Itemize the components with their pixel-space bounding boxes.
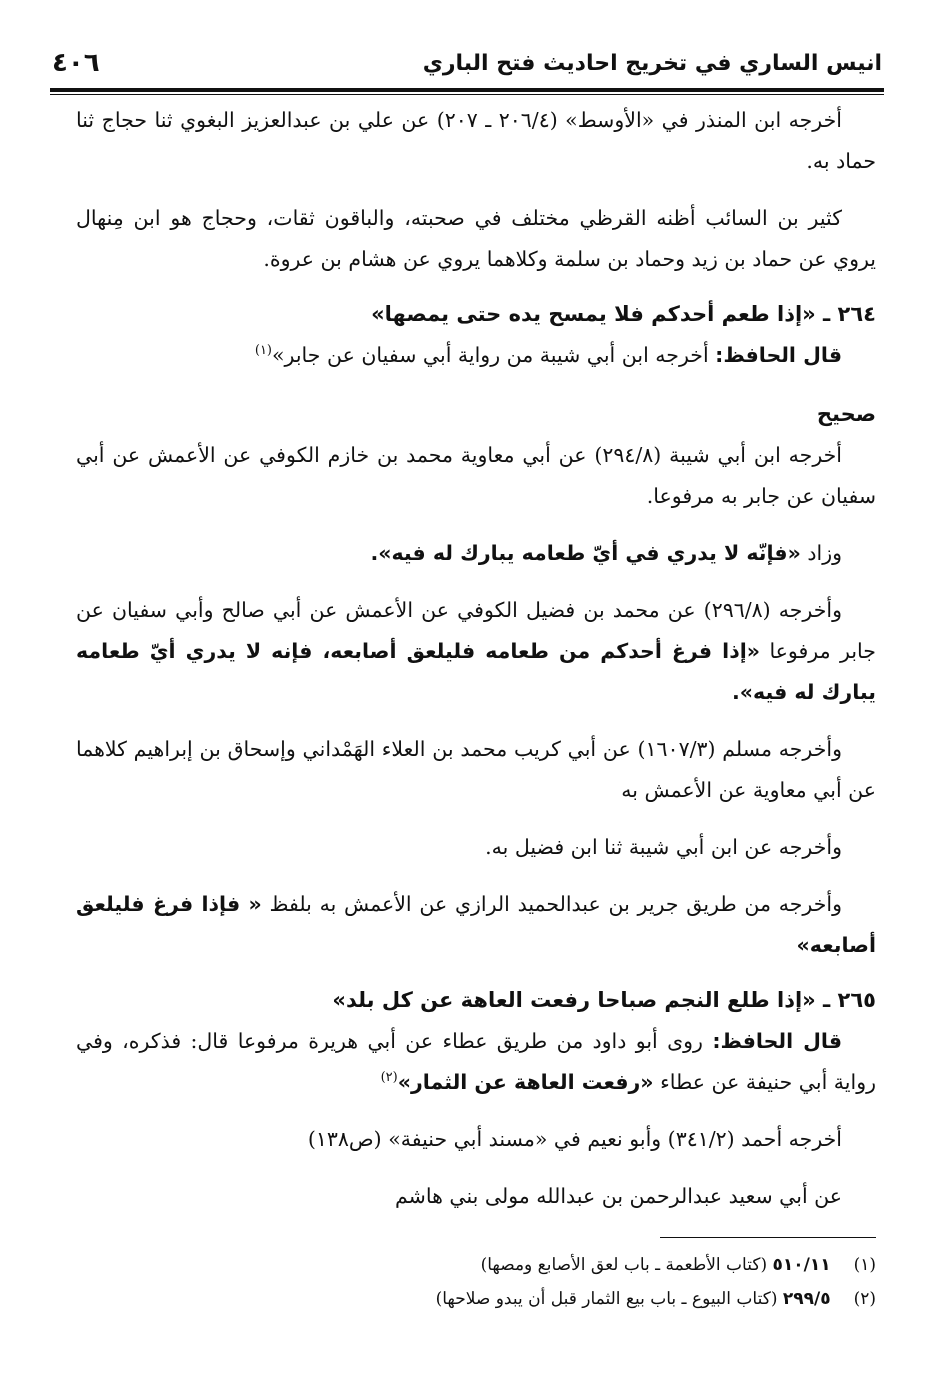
footnote-text: (كتاب البيوع ـ باب بيع الثمار قبل أن يبدو صلاحها) (435, 1289, 778, 1309)
ibn-fudayl-quote: «إذا فرغ أحدكم من طعامه فليلعق أصابعه، فإنه لا يدري أيّ طعامه يبارك له فيه». (76, 639, 876, 704)
footnote-ref-2: (٢) (380, 1070, 398, 1086)
hafiz-label-2: قال الحافظ: (712, 1029, 842, 1053)
grade-label: صحيح (816, 402, 876, 426)
paragraph-muslim: وأخرجه مسلم (١٦٠٧/٣) عن أبي كريب محمد بن العلاء الهَمْداني وإسحاق بن إبراهيم كلاهما عن أبي معاوية عن الأعمش به (76, 737, 876, 802)
jarir-text: وأخرجه من طريق جرير بن عبدالحميد الرازي عن الأعمش به بلفظ (269, 892, 842, 916)
hafiz-statement-265 (76, 1021, 876, 1103)
paragraph-narrator-notes: كثير بن السائب أظنه القرظي مختلف في صحبته، والباقون ثقات، وحجاج هو ابن مِنهال يروي عن حماد بن زيد وحماد بن سلمة وكلاهما يروي عن هشام بن عروة. (76, 206, 876, 271)
paragraph-ibn-abi-shaybah-2: وأخرجه عن ابن أبي شيبة ثنا ابن فضيل به. (485, 835, 842, 859)
paragraph-ibn-fudayl (76, 590, 876, 713)
hafiz-text-2: روى أبو داود من طريق عطاء عن أبي هريرة مرفوعا قال: فذكره، وفي رواية أبي حنيفة عن عطاء (76, 1029, 876, 1094)
paragraph-ziyadah (76, 533, 876, 574)
hafiz-label: قال الحافظ: (715, 343, 842, 367)
ibn-fudayl-text: وأخرجه (٢٩٦/٨) عن محمد بن فضيل الكوفي عن الأعمش عن أبي صالح وأبي سفيان عن جابر مرفوعا (76, 598, 876, 663)
hadith-heading-264: ٢٦٤ ـ «إذا طعم أحدكم فلا يمسح يده حتى يمصها» (371, 302, 876, 326)
hadith-heading-265: ٢٦٥ ـ «إذا طلع النجم صباحا رفعت العاهة عن كل بلد» (332, 988, 876, 1012)
footnote-reference: ٢٩٩/٥ (782, 1289, 831, 1309)
hafiz-text: أخرجه ابن أبي شيبة من رواية أبي سفيان عن جابر» (272, 343, 709, 367)
paragraph-takhrij-ibn-almundhir: أخرجه ابن المنذر في «الأوسط» (٢٠٦/٤ ـ ٢٠٧) عن علي بن عبدالعزيز البغوي ثنا حجاج ثنا حماد به. (76, 108, 876, 173)
footnote-text: (كتاب الأطعمة ـ باب لعق الأصابع ومصها) (480, 1255, 768, 1275)
jarir-quote: « فإذا فرغ فليلعق أصابعه» (76, 892, 876, 957)
footnote-2 (300, 1282, 876, 1316)
paragraph-ibn-abi-shaybah: أخرجه ابن أبي شيبة (٢٩٤/٨) عن أبي معاوية محمد بن خازم الكوفي عن الأعمش عن أبي سفيان عن جابر به مرفوعا. (76, 443, 876, 508)
running-title: انيس الساري في تخريج احاديث فتح الباري (422, 50, 882, 76)
hafiz-statement-264 (76, 335, 876, 376)
paragraph-abu-said: عن أبي سعيد عبدالرحمن بن عبدالله مولى بني هاشم (395, 1184, 842, 1208)
footnote-number: (١) (853, 1255, 876, 1275)
footnote-ref-1: (١) (254, 343, 272, 359)
header-rule (50, 88, 884, 95)
page-header (52, 40, 882, 86)
paragraph-jarir (76, 884, 876, 966)
ziyadah-quote: «فإنّه لا يدري في أيّ طعامه يبارك له فيه». (370, 541, 801, 565)
footnote-reference: ٥١٠/١١ (772, 1255, 831, 1275)
ziyadah-intro: وزاد (807, 541, 842, 565)
footnotes (300, 1248, 876, 1316)
footnote-number: (٢) (853, 1289, 876, 1309)
paragraph-ahmad: أخرجه أحمد (٣٤١/٢) وأبو نعيم في «مسند أبي حنيفة» (ص١٣٨) (307, 1127, 842, 1151)
main-text (76, 100, 876, 1217)
hafiz-quote-2: «رفعت العاهة عن الثمار» (397, 1070, 654, 1094)
footnote-1 (300, 1248, 876, 1282)
footnote-rule (660, 1237, 876, 1238)
page-number: ٤٠٦ (52, 48, 100, 78)
